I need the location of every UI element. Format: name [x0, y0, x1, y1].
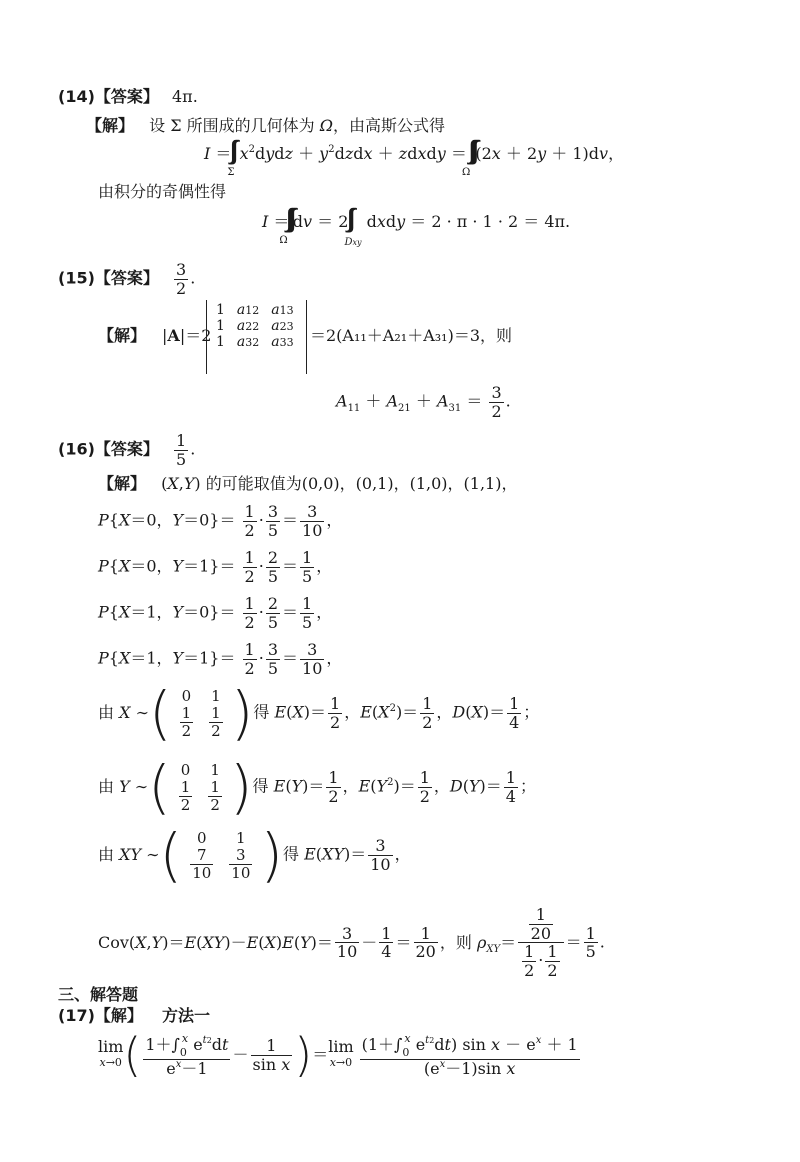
q16-cov: Cov(X,Y)＝E(XY)－E(X)E(Y)＝ $\frac{3}{10}$ － $\frac{1}{4}$ ＝ $\frac{1}{20}$ ，则 $\rho_{XY}=$ $\frac{1}{20}$ $\frac{1}{2}$ · $\frac{1}{2}$ ＝ $\frac{1}{5}$ .	[98, 905, 605, 980]
q14-intro-text: 设 Σ 所围成的几何体为 Ω，由高斯公式得	[149, 116, 445, 135]
q15-eq1-tail: ＝2(A₁₁＋A₂₁＋A₃₁)＝3，则	[310, 326, 512, 345]
q16-jie-label: 【解】	[98, 474, 147, 493]
q14-label: (14)【答案】	[58, 87, 159, 106]
q16-dist-xy: 由 XY ∼ ( 0 1 $\frac{7}{10}$ $\frac{3}{10}$ ) 得 E(XY)＝ $\frac{3}{10}$ ，	[98, 821, 411, 889]
q17-label-line	[58, 1008, 210, 1024]
det-left-bar	[206, 300, 207, 374]
q15-answer: $\frac{3}{2}$	[176, 260, 187, 298]
q16-intro: (X,Y) 的可能取值为(0,0)，(0,1)，(1,0)，(1,1)，	[161, 474, 518, 493]
q15-jie	[98, 328, 146, 344]
q15-absA: |A|＝2	[162, 326, 212, 345]
section-heading: 三、解答题	[58, 985, 139, 1004]
q16-label: (16)【答案】	[58, 439, 159, 459]
q15-eq2: $A_{11} + A_{21} + A_{31}$ ＝ $\frac{3}{2}$ .	[336, 383, 511, 421]
q14-solution-intro	[86, 118, 445, 134]
q14-eq1: $I =_\Sigma$ $x^2dydz$ ＋ $y^2dzdx$ ＋ zdxdy ＝ $_\Omega$ (2x ＋ 2y ＋ 1)dv，	[204, 144, 625, 178]
q16-answer: $\frac{1}{5}$	[176, 431, 187, 469]
q14-text2: 由积分的奇偶性得	[98, 182, 227, 201]
q16-p2: P{X＝0，Y＝1}＝ $\frac{1}{2}$ · $\frac{2}{5}$ ＝ $\frac{1}{5}$ ，	[98, 548, 333, 586]
q15-label: (15)【答案】	[58, 268, 159, 288]
q16-dist-y: 由 Y ∼ ( 0 1 $\frac{1}{2}$ $\frac{1}{2}$ ) 得 E(Y)＝ $\frac{1}{2}$ ，$E(Y^2)=$ $\frac{1}{2}$ ，D(Y)＝ $\frac{1}{4}$ ；	[98, 753, 536, 821]
q14-eq2: $I =_\Omega$ dv ＝ $2_{Dxy}$ dxdy ＝ 2 · π · 1 · 2 ＝ 4π.	[262, 212, 571, 248]
q17-eq1: lim x→0 ( $\frac{1+\int_0^x e^{t2}dt}{e^x-1}$ － $\frac{1}{\text{sin x}}$ ) ＝ lim x→0 $\frac{(1+\int_0^x e^{t2}dt) \sin x - e^x + 1}{(e^x-1)\sin x}$	[98, 1028, 578, 1082]
q16-p3: P{X＝1，Y＝0}＝ $\frac{1}{2}$ · $\frac{2}{5}$ ＝ $\frac{1}{5}$ ，	[98, 594, 333, 632]
q15-jie-label: 【解】	[98, 326, 147, 345]
q15-answer-line: (15)【答案】 $\frac{3}{2}$ .	[58, 260, 196, 298]
det-right-bar	[306, 300, 307, 374]
q16-intro-line	[98, 476, 517, 492]
q15-determinant: 1 a12 a13 1 a22 a23 1 a32 a33	[216, 302, 294, 350]
q16-p1: P{X＝0，Y＝0}＝ $\frac{1}{2}$ · $\frac{3}{5}$ ＝ $\frac{3}{10}$ ，	[98, 502, 343, 540]
q14-jie-label: 【解】	[86, 116, 135, 135]
q16-answer-line: (16)【答案】 $\frac{1}{5}$ .	[58, 431, 196, 469]
q16-p4: P{X＝1，Y＝1}＝ $\frac{1}{2}$ · $\frac{3}{5}$ ＝ $\frac{3}{10}$ ，	[98, 640, 343, 678]
q14-answer: 4π.	[172, 87, 198, 106]
q16-dist-x: 由 X ∼ ( 0 1 $\frac{1}{2}$ $\frac{1}{2}$ ) 得 E(X)＝ $\frac{1}{2}$ ，$E(X^2)=$ $\frac{1}{2}$ ，D(X)＝ $\frac{1}{4}$ ；	[98, 679, 540, 747]
q17-label: (17)【解】	[58, 1006, 143, 1025]
q14-answer-line	[58, 89, 198, 105]
q17-method: 方法一	[162, 1006, 211, 1025]
